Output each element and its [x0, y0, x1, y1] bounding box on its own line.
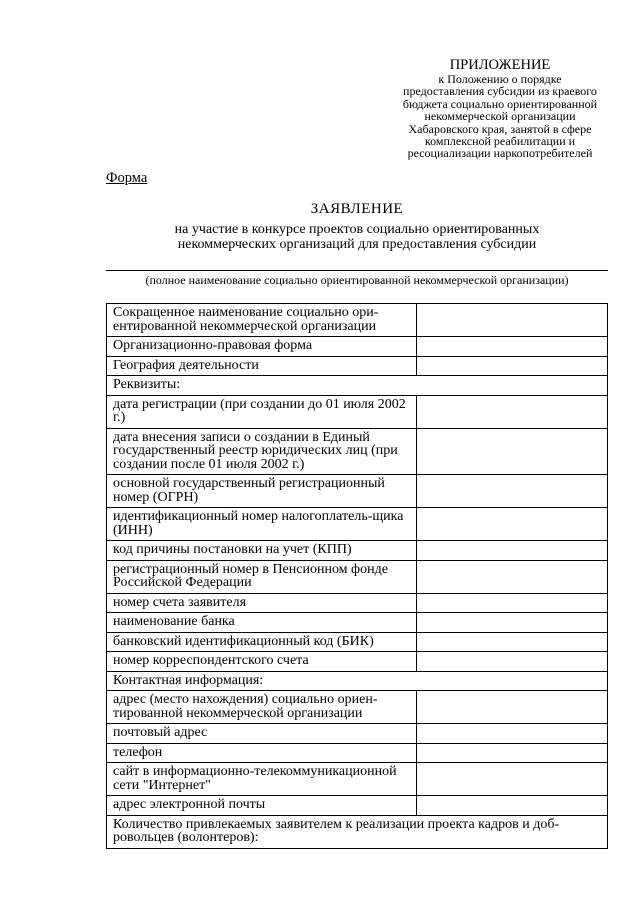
appendix-header: [392, 57, 608, 160]
field-label: код причины постановки на учет (КПП): [107, 541, 417, 561]
field-value-cell[interactable]: [417, 395, 608, 428]
appendix-line: к Положению о порядке: [438, 72, 562, 86]
section-header: Реквизиты:: [107, 376, 608, 396]
appendix-line: комплексной реабилитации и: [424, 134, 576, 149]
field-value-cell[interactable]: [417, 613, 608, 633]
field-label: идентификационный номер налогоплатель-щика (ИНН): [107, 508, 417, 541]
field-value-cell[interactable]: [417, 541, 608, 561]
table-row: [107, 593, 608, 613]
appendix-line: ресоциализации наркопотребителей: [407, 146, 593, 161]
field-label: адрес электронной почты: [107, 796, 417, 816]
table-row: [107, 475, 608, 508]
subtitle-line: на участие в конкурсе проектов социально ориентированных: [174, 222, 540, 237]
field-label: основной государственный регистрационный номер (ОГРН): [107, 475, 417, 508]
field-value-cell[interactable]: [417, 796, 608, 816]
table-row: [107, 376, 608, 396]
field-label: Организационно-правовая форма: [107, 337, 417, 357]
field-label: наименование банка: [107, 613, 417, 633]
table-row: [107, 395, 608, 428]
appendix-line: некоммерческой организации: [424, 109, 576, 124]
document-subtitle: [106, 222, 608, 252]
field-label: Сокращенное наименование социально ори-ентированной некоммерческой организации: [107, 304, 417, 337]
subtitle-line: некоммерческих организаций для предоставления субсидии: [177, 237, 537, 252]
field-value-cell[interactable]: [417, 337, 608, 357]
field-label: номер счета заявителя: [107, 593, 417, 613]
table-row: [107, 613, 608, 633]
org-name-caption: (полное наименование социально ориентированной некоммерческой организации): [145, 273, 569, 287]
field-value-cell[interactable]: [417, 691, 608, 724]
table-row: [107, 671, 608, 691]
field-value-cell[interactable]: [417, 652, 608, 672]
appendix-line: бюджета социально ориентированной: [402, 96, 598, 111]
table-row: [107, 724, 608, 744]
field-value-cell[interactable]: [417, 508, 608, 541]
field-value-cell[interactable]: [417, 356, 608, 376]
table-row: [107, 560, 608, 593]
field-value-cell[interactable]: [417, 593, 608, 613]
field-label: сайт в информационно-телекоммуникационной сети "Интернет": [107, 763, 417, 796]
table-row: [107, 304, 608, 337]
appendix-line: Хабаровского края, занятой в сфере: [408, 121, 592, 136]
table-row: [107, 815, 608, 848]
org-name-field-line[interactable]: [106, 270, 608, 271]
table-row: [107, 632, 608, 652]
field-label: адрес (место нахождения) социально ориен-тированной некоммерческой организации: [107, 691, 417, 724]
form-label: Форма: [106, 170, 148, 186]
field-label: номер корреспондентского счета: [107, 652, 417, 672]
field-value-cell[interactable]: [417, 632, 608, 652]
application-form-table: [106, 303, 608, 849]
table-row: [107, 337, 608, 357]
section-header: Контактная информация:: [107, 671, 608, 691]
field-value-cell[interactable]: [417, 475, 608, 508]
table-row: [107, 743, 608, 763]
field-value-cell[interactable]: [417, 560, 608, 593]
field-label: почтовый адрес: [107, 724, 417, 744]
field-label: География деятельности: [107, 356, 417, 376]
field-value-cell[interactable]: [417, 428, 608, 475]
table-row: [107, 356, 608, 376]
appendix-line: предоставления субсидии из краевого: [403, 84, 597, 99]
document-title: ЗАЯВЛЕНИЕ: [310, 201, 404, 217]
section-header: Количество привлекаемых заявителем к реализации проекта кадров и доб-ровольцев (волонтеров):: [107, 815, 608, 848]
field-label: регистрационный номер в Пенсионном фонде Российской Федерации: [107, 560, 417, 593]
field-label: банковский идентификационный код (БИК): [107, 632, 417, 652]
field-label: дата внесения записи о создании в Единый государственный реестр юридических лиц (при создании после 01 июля 2002 г.): [107, 428, 417, 475]
table-row: [107, 428, 608, 475]
table-row: [107, 691, 608, 724]
field-value-cell[interactable]: [417, 763, 608, 796]
field-value-cell[interactable]: [417, 724, 608, 744]
table-row: [107, 796, 608, 816]
field-value-cell[interactable]: [417, 743, 608, 763]
field-label: телефон: [107, 743, 417, 763]
table-row: [107, 763, 608, 796]
table-row: [107, 508, 608, 541]
appendix-title: ПРИЛОЖЕНИЕ: [449, 57, 551, 73]
table-row: [107, 541, 608, 561]
field-label: дата регистрации (при создании до 01 июля 2002 г.): [107, 395, 417, 428]
table-row: [107, 652, 608, 672]
field-value-cell[interactable]: [417, 304, 608, 337]
